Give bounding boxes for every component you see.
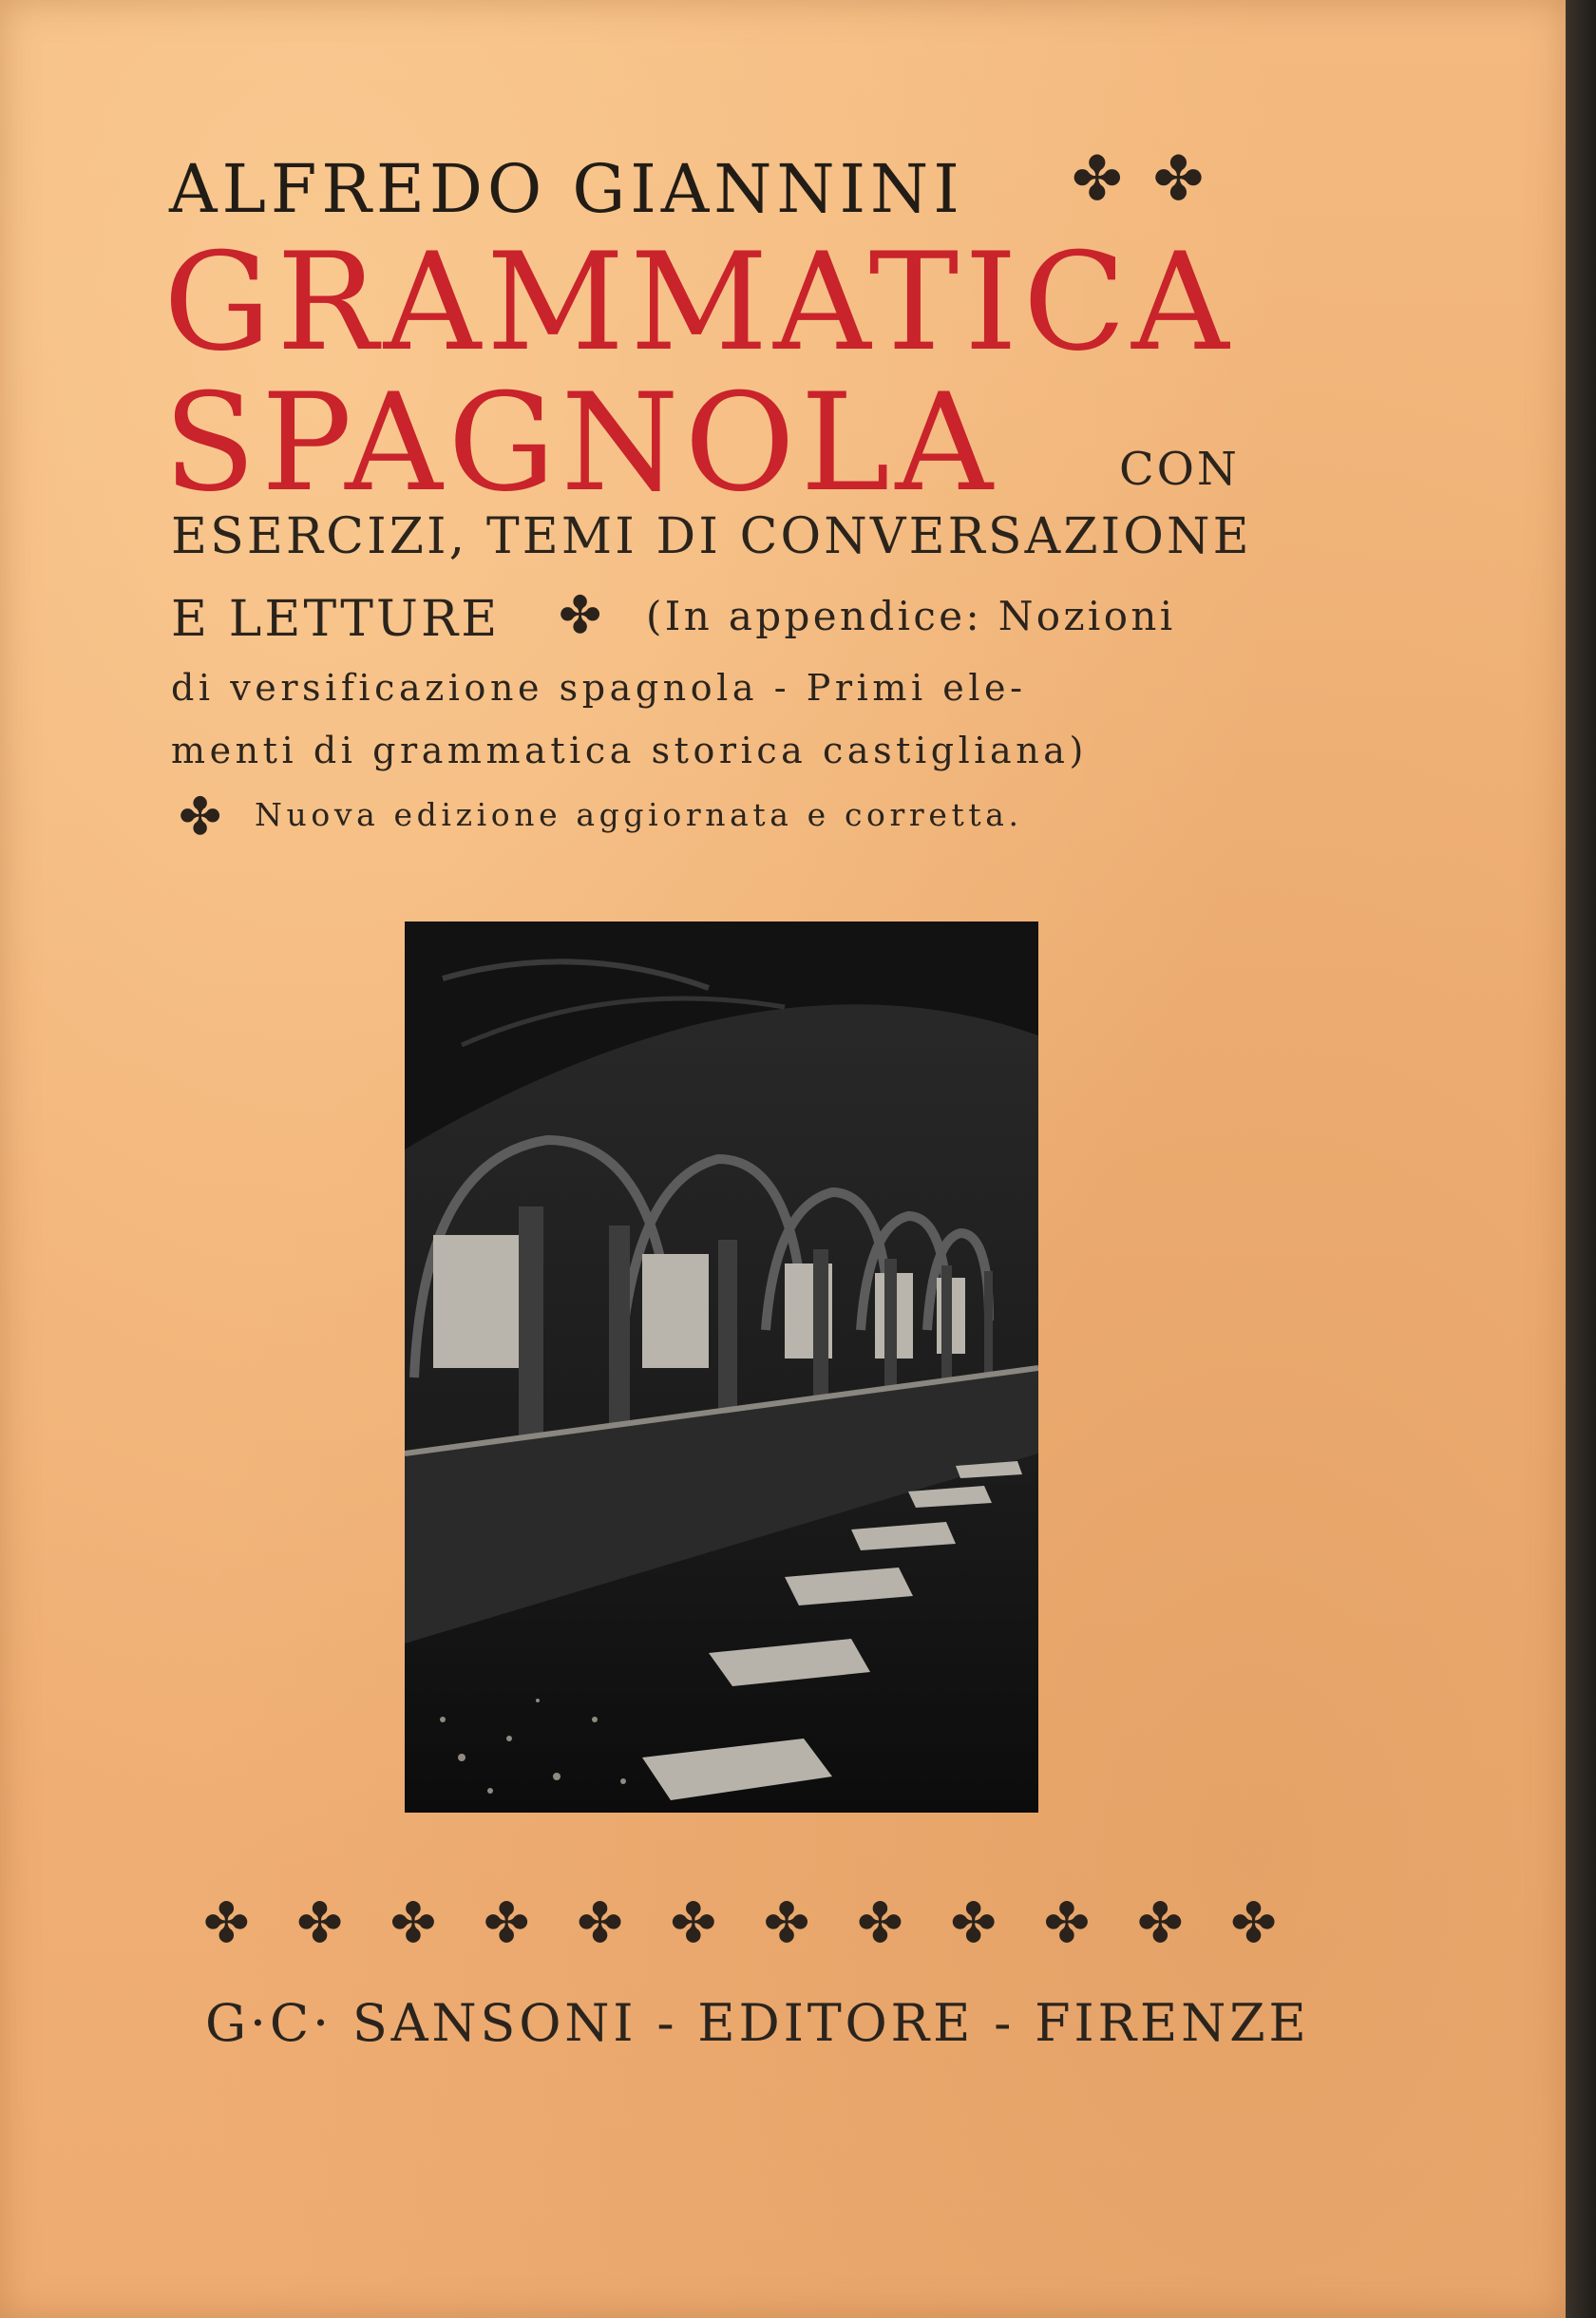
subtitle-line-1: ESERCIZI, TEMI DI CONVERSAZIONE xyxy=(171,508,1252,565)
fleuron-icon: ✤ xyxy=(763,1890,810,1955)
fleuron-icon: ✤ xyxy=(670,1890,717,1955)
publisher-imprint: G·C· SANSONI - EDITORE - FIRENZE xyxy=(205,1993,1310,2053)
fleuron-icon: ✤ xyxy=(1043,1890,1091,1955)
fleuron-icon: ✤ xyxy=(296,1890,343,1955)
fleuron-icon: ✤ xyxy=(483,1890,530,1955)
edition-note: Nuova edizione aggiornata e corretta. xyxy=(255,796,1023,833)
fleuron-icon: ✤ xyxy=(857,1890,903,1955)
ornament-row xyxy=(203,1890,1277,1955)
cloister-photograph xyxy=(405,922,1038,1813)
author-name: ALFREDO GIANNINI xyxy=(169,150,964,228)
fleuron-icon: ✤ xyxy=(1136,1890,1184,1955)
cloister-photo-illustration xyxy=(405,922,1038,1813)
background-edge xyxy=(1566,0,1596,2318)
subtitle-line-2b: (In appendice: Nozioni xyxy=(646,593,1176,639)
fleuron-icon: ✤ xyxy=(1152,144,1235,215)
author-ornaments xyxy=(1072,144,1234,215)
subtitle-line-4: menti di grammatica storica castigliana) xyxy=(171,730,1088,771)
fleuron-icon: ✤ xyxy=(1230,1890,1277,1955)
fleuron-icon: ✤ xyxy=(390,1890,437,1955)
subtitle-line-2a: E LETTURE xyxy=(171,591,501,648)
fleuron-icon: ✤ xyxy=(559,585,602,645)
fleuron-icon: ✤ xyxy=(577,1890,623,1955)
book-title-line-2: SPAGNOLA xyxy=(163,365,998,522)
fleuron-icon: ✤ xyxy=(1072,144,1153,215)
fleuron-icon: ✤ xyxy=(950,1890,997,1955)
fleuron-icon: ✤ xyxy=(203,1890,250,1955)
book-title-line-1: GRAMMATICA xyxy=(163,224,1235,381)
title-suffix: CON xyxy=(1119,443,1240,496)
fleuron-icon: ✤ xyxy=(179,787,222,846)
subtitle-line-3: di versificazione spagnola - Primi ele- xyxy=(171,667,1027,709)
